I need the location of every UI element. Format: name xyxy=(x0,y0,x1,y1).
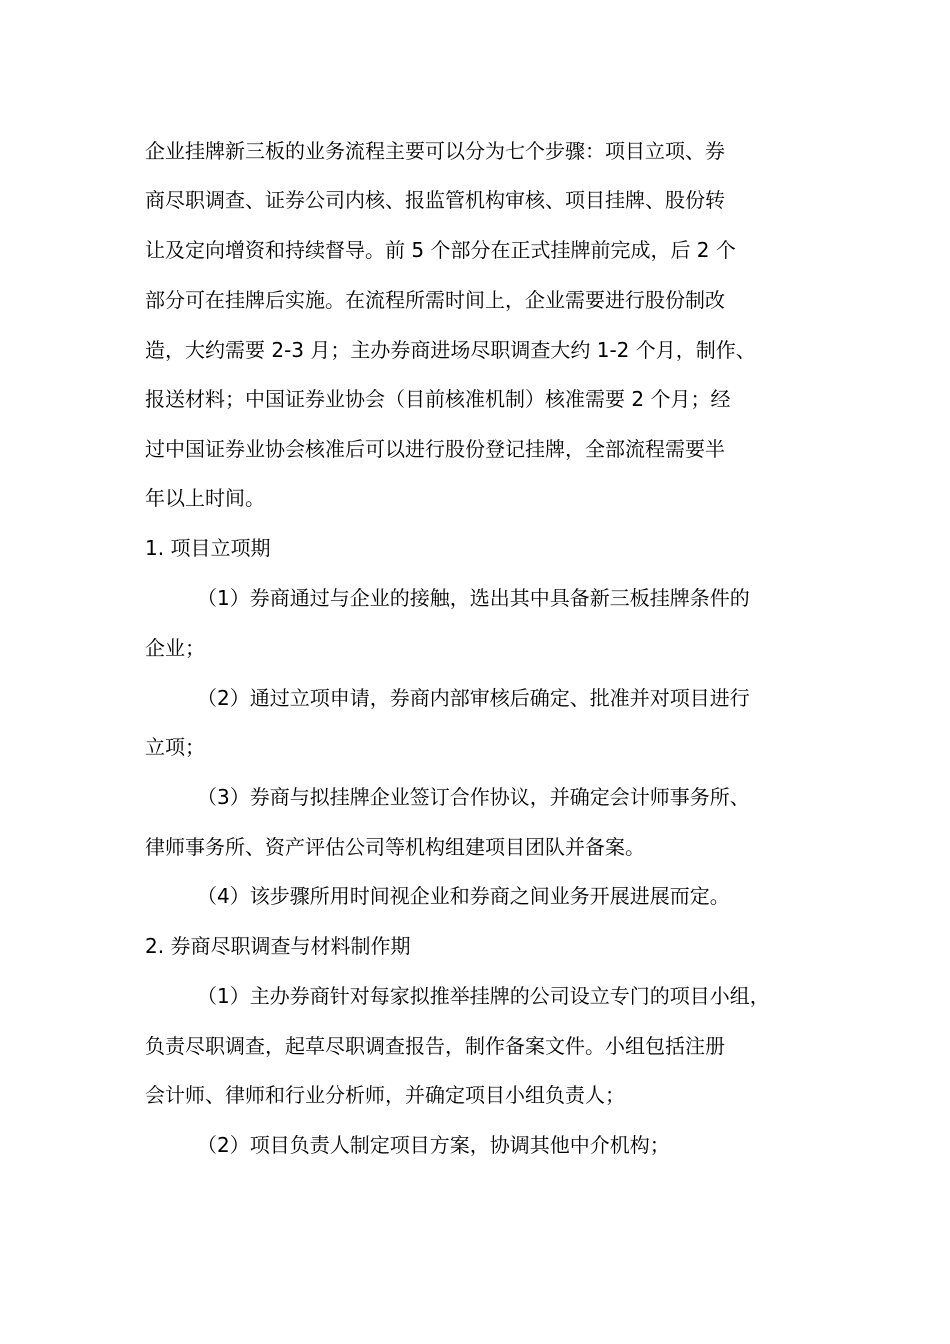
list-item-line: （1）主办券商针对每家拟推举挂牌的公司设立专门的项目小组， xyxy=(197,984,770,1008)
list-item-line: （4）该步骤所用时间视企业和券商之间业务开展进展而定。 xyxy=(197,884,730,908)
intro-line: 年以上时间。 xyxy=(145,486,265,510)
list-item-line: （1）券商通过与企业的接触，选出其中具备新三板挂牌条件的 xyxy=(197,586,750,610)
list-item-line: 负责尽职调查，起草尽职调查报告，制作备案文件。小组包括注册 xyxy=(145,1034,725,1058)
list-item-line: 律师事务所、资产评估公司等机构组建项目团队并备案。 xyxy=(145,835,645,859)
intro-line: 企业挂牌新三板的业务流程主要可以分为七个步骤：项目立项、券 xyxy=(145,139,725,163)
intro-line: 商尽职调查、证券公司内核、报监管机构审核、项目挂牌、股份转 xyxy=(145,188,725,212)
intro-line: 过中国证券业协会核准后可以进行股份登记挂牌，全部流程需要半 xyxy=(145,437,725,461)
section-heading: 2. 券商尽职调查与材料制作期 xyxy=(145,934,411,958)
list-item-line: （3）券商与拟挂牌企业签订合作协议，并确定会计师事务所、 xyxy=(197,785,750,809)
intro-line: 部分可在挂牌后实施。在流程所需时间上，企业需要进行股份制改 xyxy=(145,288,725,312)
list-item-line: （2）项目负责人制定项目方案，协调其他中介机构； xyxy=(197,1133,670,1157)
intro-line: 报送材料；中国证券业协会（目前核准机制）核准需要 2 个月；经 xyxy=(145,387,731,411)
list-item-line: 企业； xyxy=(145,636,205,660)
intro-line: 造，大约需要 2-3 月；主办券商进场尽职调查大约 1-2 个月，制作、 xyxy=(145,338,756,362)
list-item-line: 立项； xyxy=(145,735,205,759)
list-item-line: （2）通过立项申请，券商内部审核后确定、批准并对项目进行 xyxy=(197,686,750,710)
intro-line: 让及定向增资和持续督导。前 5 个部分在正式挂牌前完成，后 2 个 xyxy=(145,238,736,262)
section-heading: 1. 项目立项期 xyxy=(145,536,271,560)
list-item-line: 会计师、律师和行业分析师，并确定项目小组负责人； xyxy=(145,1083,625,1107)
